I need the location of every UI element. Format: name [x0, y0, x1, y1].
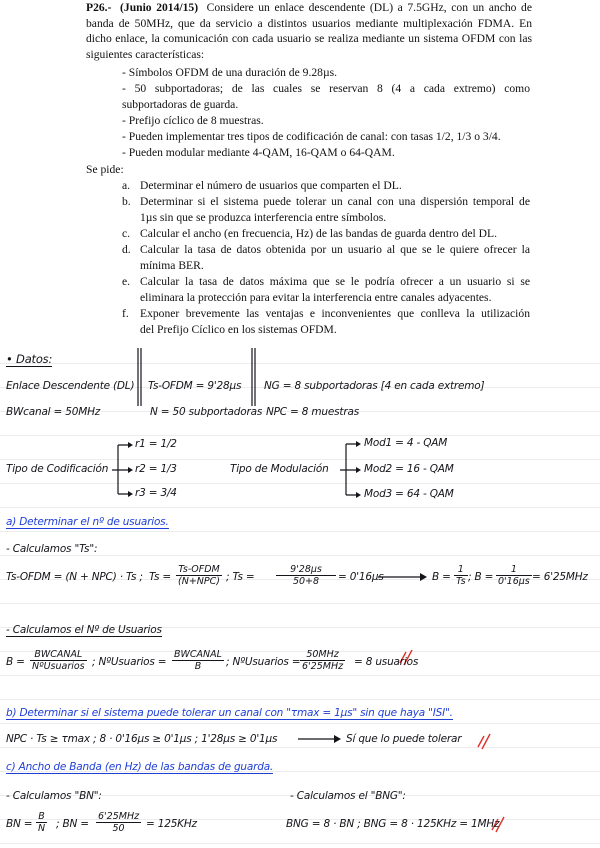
ts-value-den: 50+8	[292, 576, 320, 587]
section-a-title	[6, 516, 169, 528]
ts-equation-1: Ts-OFDM = (N + NPC) · Ts ;	[6, 571, 143, 583]
question-e-letter: e.	[122, 275, 131, 288]
b-fraction-num: 1	[454, 564, 468, 576]
question-b-letter: b.	[122, 195, 131, 208]
calc-bn-label: - Calculamos "BN":	[6, 790, 102, 802]
problem-intro-text: Considere un enlace descendente (DL) a 7.5GHz, con un ancho de banda de 50MHz, que da servicio a distintos usuarios mediante multiplexación FDMA. En dicho enlace, la comunicación con cada usuario se realiza mediante un sistema OFDM con las siguientes características:	[86, 1, 532, 61]
b-eq-lhs: B =	[432, 571, 451, 583]
b-result: = 6'25MHz	[532, 571, 588, 583]
feature-2: - 50 subportadoras; de las cuales se reservan 8 (4 a cada extremo) como	[122, 82, 530, 95]
bn-fraction-den: N	[38, 823, 46, 834]
users-fraction-2-num: BWCANAL	[174, 649, 222, 660]
bn-fraction	[36, 811, 47, 834]
problem-intro	[86, 0, 532, 62]
section-c-title-text: c) Ancho de Banda (en Hz) de las bandas de guarda.	[6, 761, 274, 773]
arrow-heads	[128, 442, 133, 497]
arrow-head	[334, 735, 341, 743]
ts-fraction	[176, 564, 222, 587]
section-b-title-text: b) Determinar si el sistema puede tolerar un canal con "τmax = 1µs" sin que haya "ISI".	[6, 707, 453, 719]
users-fraction	[30, 649, 87, 672]
users-fraction-3	[300, 649, 345, 672]
mod-3: Mod3 = 64 - QAM	[364, 488, 454, 500]
b-fraction-2	[496, 564, 532, 587]
ts-value-fraction	[276, 564, 336, 587]
rate-3: r3 = 3/4	[135, 487, 177, 499]
datos-title-text: • Datos:	[6, 352, 53, 366]
ts-fraction-den: (N+NPC)	[178, 576, 220, 587]
isi-answer: Sí que lo puede tolerar	[346, 733, 462, 745]
ts-result: = 0'16µs	[338, 571, 384, 583]
handwritten-notes	[0, 340, 600, 848]
arrow-head	[420, 573, 427, 581]
mod-2: Mod2 = 16 - QAM	[364, 463, 454, 475]
feature-1: - Símbolos OFDM de una duración de 9.28µs.	[122, 66, 338, 79]
codification-label: Tipo de Codificación	[6, 463, 109, 475]
users-eq-lhs: B =	[6, 656, 25, 668]
users-result: = 8 usuarios	[354, 656, 419, 668]
b-fraction-den: Ts	[456, 576, 466, 587]
b-fraction	[454, 564, 468, 587]
problem-heading: P26.-	[86, 1, 112, 14]
modulation-brace	[340, 444, 358, 495]
ts-value-num: 9'28µs	[276, 564, 336, 576]
mod-1: Mod1 = 4 - QAM	[364, 437, 448, 449]
users-eq2-lhs: ; NºUsuarios =	[92, 656, 167, 668]
npc-samples: NPC = 8 muestras	[266, 406, 359, 418]
ts-equation-2-lhs: Ts =	[149, 571, 171, 583]
bn-eq-lhs: BN =	[6, 818, 33, 830]
users-eq3-lhs: ; NºUsuarios =	[226, 656, 301, 668]
question-d-line2: mínima BER.	[140, 259, 204, 272]
question-c: Calcular el ancho (en frecuencia, Hz) de las bandas de guarda dentro del DL.	[140, 227, 497, 240]
rate-2: r2 = 1/3	[135, 463, 177, 475]
calc-bng-label: - Calculamos el "BNG":	[290, 790, 406, 802]
bn-fraction-2	[96, 811, 141, 834]
n-subcarriers: N = 50 subportadoras	[150, 406, 263, 418]
users-fraction-2-den: B	[194, 661, 202, 672]
feature-3: - Prefijo cíclico de 8 muestras.	[122, 114, 264, 127]
bn-eq2-lhs: ; BN =	[56, 818, 89, 830]
users-fraction-den: NºUsuarios	[32, 661, 85, 672]
isi-condition: NPC · Ts ≥ τmax ; 8 · 0'16µs ≥ 0'1µs ; 1'28µs ≥ 0'1µs	[6, 733, 278, 745]
bn-fraction-2-den: 50	[112, 823, 125, 834]
modulation-label: Tipo de Modulación	[230, 463, 329, 475]
question-d-letter: d.	[122, 243, 131, 256]
arrow-heads	[356, 441, 361, 498]
b-fraction-2-den: 0'16µs	[498, 576, 530, 587]
b-fraction-2-num: 1	[496, 564, 532, 576]
se-pide: Se pide:	[86, 163, 124, 176]
question-e-line1: Calcular la tasa de datos máxima que se le podría ofrecer a un usuario si se	[140, 275, 530, 288]
problem-statement	[0, 0, 600, 340]
question-e-line2: eliminara la protección para evitar la interferencia entre canales adyacentes.	[140, 291, 492, 304]
bng-equation: BNG = 8 · BN ; BNG = 8 · 125KHz = 1MHz	[286, 818, 500, 830]
section-a-title-text: a) Determinar el nº de usuarios.	[6, 516, 169, 528]
b-eq2-lhs: ; B =	[468, 571, 494, 583]
question-b-line2: 1µs sin que se produzca interferencia entre símbolos.	[140, 211, 387, 224]
problem-date: (Junio 2014/15)	[120, 1, 199, 14]
calc-users-text: - Calculamos el Nº de Usuarios	[6, 624, 162, 636]
question-f-letter: f.	[122, 307, 129, 320]
bw-canal: BWcanal = 50MHz	[6, 406, 101, 418]
ts-ofdm: Ts-OFDM = 9'28µs	[148, 380, 242, 392]
feature-4: - Pueden implementar tres tipos de codificación de canal: con tasas 1/2, 1/3 o 3/4.	[122, 130, 501, 143]
bn-fraction-2-num: 6'25MHz	[98, 811, 140, 822]
question-f-line2: del Prefijo Cíclico en los sistemas OFDM.	[140, 323, 337, 336]
feature-5: - Pueden modular mediante 4-QAM, 16-QAM o 64-QAM.	[122, 146, 395, 159]
question-a: Determinar el número de usuarios que comparten el DL.	[140, 179, 402, 192]
ts-fraction-num: Ts-OFDM	[176, 564, 222, 576]
question-c-letter: c.	[122, 227, 131, 240]
feature-2b: subportadoras de guarda.	[122, 98, 239, 111]
bn-fraction-num: B	[36, 811, 47, 823]
users-fraction-num: BWCANAL	[30, 649, 87, 661]
ts-equation-3-lhs: ; Ts =	[226, 571, 255, 583]
rate-1: r1 = 1/2	[135, 438, 177, 450]
question-d-line1: Calcular la tasa de datos obtenida por un usuario al que se le quiere ofrecer la	[140, 243, 530, 256]
codification-brace	[112, 445, 130, 494]
question-f-line1: Exponer brevemente las ventajas e inconvenientes que conlleva la utilización	[140, 307, 530, 320]
datos-title	[6, 352, 52, 366]
section-b-title	[6, 707, 453, 719]
users-fraction-2	[172, 649, 224, 672]
users-fraction-3-num: 50MHz	[300, 649, 345, 661]
question-a-letter: a.	[122, 179, 131, 192]
ng-guard: NG = 8 subportadoras [4 en cada extremo]	[264, 380, 485, 392]
users-fraction-3-den: 6'25MHz	[302, 661, 344, 672]
section-c-title	[6, 761, 273, 773]
check-mark-icon	[478, 734, 490, 749]
calc-ts-label: - Calculamos "Ts":	[6, 543, 98, 555]
calc-users-label	[6, 624, 162, 636]
question-b-line1: Determinar si el sistema puede tolerar un canal con una dispersión temporal de	[140, 195, 530, 208]
enlace-label: Enlace Descendente (DL)	[6, 380, 135, 392]
bn-result: = 125KHz	[146, 818, 197, 830]
